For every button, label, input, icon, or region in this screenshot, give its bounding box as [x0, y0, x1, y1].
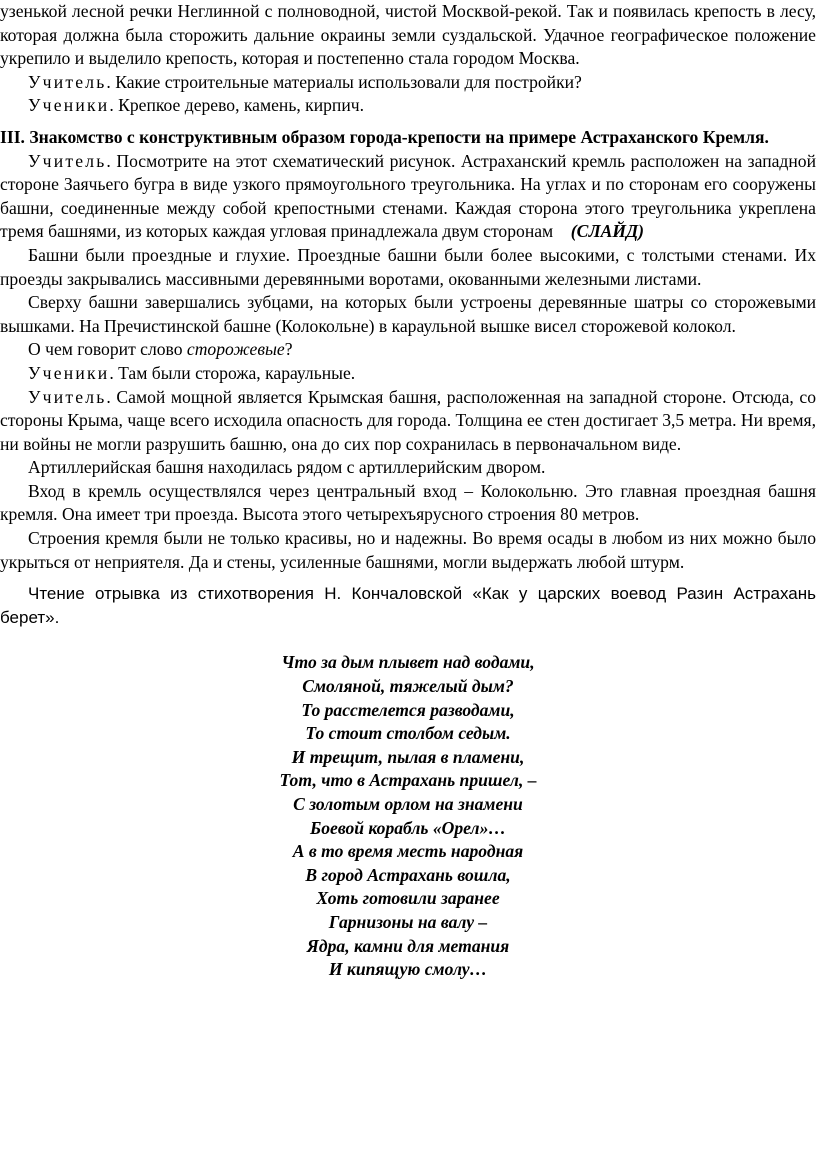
poem-line: Тот, что в Астрахань пришел, –: [279, 770, 537, 791]
poem-line: И кипящую смолу…: [328, 959, 488, 980]
poem-line: То стоит столбом седым.: [305, 723, 511, 744]
poem-line: В город Астрахань вошла,: [305, 864, 511, 885]
poem-line: А в то время месть народная: [292, 841, 524, 862]
paragraph-artillery-tower: Артиллерийская башня находилась рядом с артиллерийским двором.: [28, 457, 546, 478]
poem-line: Что за дым плывет над водами,: [281, 652, 535, 673]
poem-line: Боевой корабль «Орел»…: [310, 817, 506, 838]
paragraph-reliability: Строения кремля были не только красивы, но и надежны. Во время осады в любом из них можно было укрыться от неприятеля. Да и стены, усиленные башнями, могли выдержать любой штурм.: [0, 528, 816, 572]
speaker-pupils: Ученики: [28, 95, 110, 116]
answer-text: . Крепкое дерево, камень, кирпич.: [109, 95, 364, 116]
reading-instruction: Чтение отрывка из стихотворения Н. Кончаловской «Как у царских воевод Разин Астрахань берет».: [0, 584, 816, 627]
paragraph-towers-top: Сверху башни завершались зубцами, на которых были устроены деревянные шатры со сторожевыми вышками. На Пречистинской башне (Колокольне) в караульной вышке висел сторожевой колокол.: [0, 292, 816, 336]
question-mark: ?: [284, 339, 293, 360]
crimean-text: . Самой мощной является Крымская башня, расположенная на западной стороне. Отсюда, со стороны Крыма, чаще всего исходила опасность для города. Толщина ее стен достигает 3,5 метра. Ни время, ни войны не могли разрушить башню, она до сих пор сохранилась в первоначальном виде.: [0, 386, 816, 454]
teacher-question-materials: [0, 71, 816, 95]
poem-line: То расстелется разводами,: [301, 699, 515, 720]
question-prefix: О чем говорит слово: [28, 339, 187, 360]
pupils-answer-guards: [0, 362, 816, 386]
question-text: . Какие строительные материалы использовали для постройки?: [106, 71, 582, 92]
answer-text: . Там были сторожа, караульные.: [109, 362, 356, 383]
poem-line: Ядра, камни для метания: [306, 935, 510, 956]
paragraph-entrance: Вход в кремль осуществлялся через центральный вход – Колокольню. Это главная проездная башня кремля. Она имеет три проезда. Высота этого четырехъярусного строения 80 метров.: [0, 480, 816, 525]
scheme-text: . Посмотрите на этот схематический рисунок. Астраханский кремль расположен на западной стороне Заячьего бугра в виде узкого прямоугольного треугольника. На углах и по сторонам его сооружены башни, соединенные между собой крепостными стенами. Каждая сторона этого треугольника укреплена тремя башнями, из которых каждая угловая принадлежала двум сторонам: [0, 150, 816, 242]
teacher-scheme-paragraph: [0, 150, 816, 244]
italic-word: сторожевые: [186, 339, 285, 360]
poem-line: С золотым орлом на знамени: [293, 794, 523, 814]
speaker-teacher: Учитель: [28, 71, 107, 92]
section-heading: III. Знакомство с конструктивным образом города-крепости на примере Астраханского Кремля.: [0, 126, 769, 147]
poem-excerpt: [0, 651, 816, 981]
pupils-answer-materials: [0, 94, 816, 118]
poem-line: Смоляной, тяжелый дым?: [302, 676, 514, 697]
slide-marker: (СЛАЙД): [570, 221, 644, 242]
poem-line: Хоть готовили заранее: [316, 888, 500, 909]
speaker-teacher: Учитель: [28, 386, 107, 407]
question-word-meaning: [0, 338, 816, 362]
poem-line: Гарнизоны на валу –: [328, 911, 488, 932]
paragraph-towers-types: Башни были проездные и глухие. Проездные башни были более высокими, с толстыми стенами. Их проезды закрывались массивными деревянными воротами, окованными железными листами.: [0, 244, 816, 289]
poem-line: И трещит, пылая в пламени,: [291, 746, 525, 767]
speaker-teacher: Учитель: [28, 150, 107, 171]
teacher-crimean-tower: [0, 386, 816, 457]
speaker-pupils: Ученики: [28, 362, 110, 383]
paragraph-moscow-origin: узенькой лесной речки Неглинной с полноводной, чистой Москвой-рекой. Так и появилась крепость в лесу, которая должна была сторожить дальние окраины земли суздальской. Удачное географическое положение укрепило и выделило крепость, которая и постепенно стала городом Москва.: [0, 1, 816, 69]
